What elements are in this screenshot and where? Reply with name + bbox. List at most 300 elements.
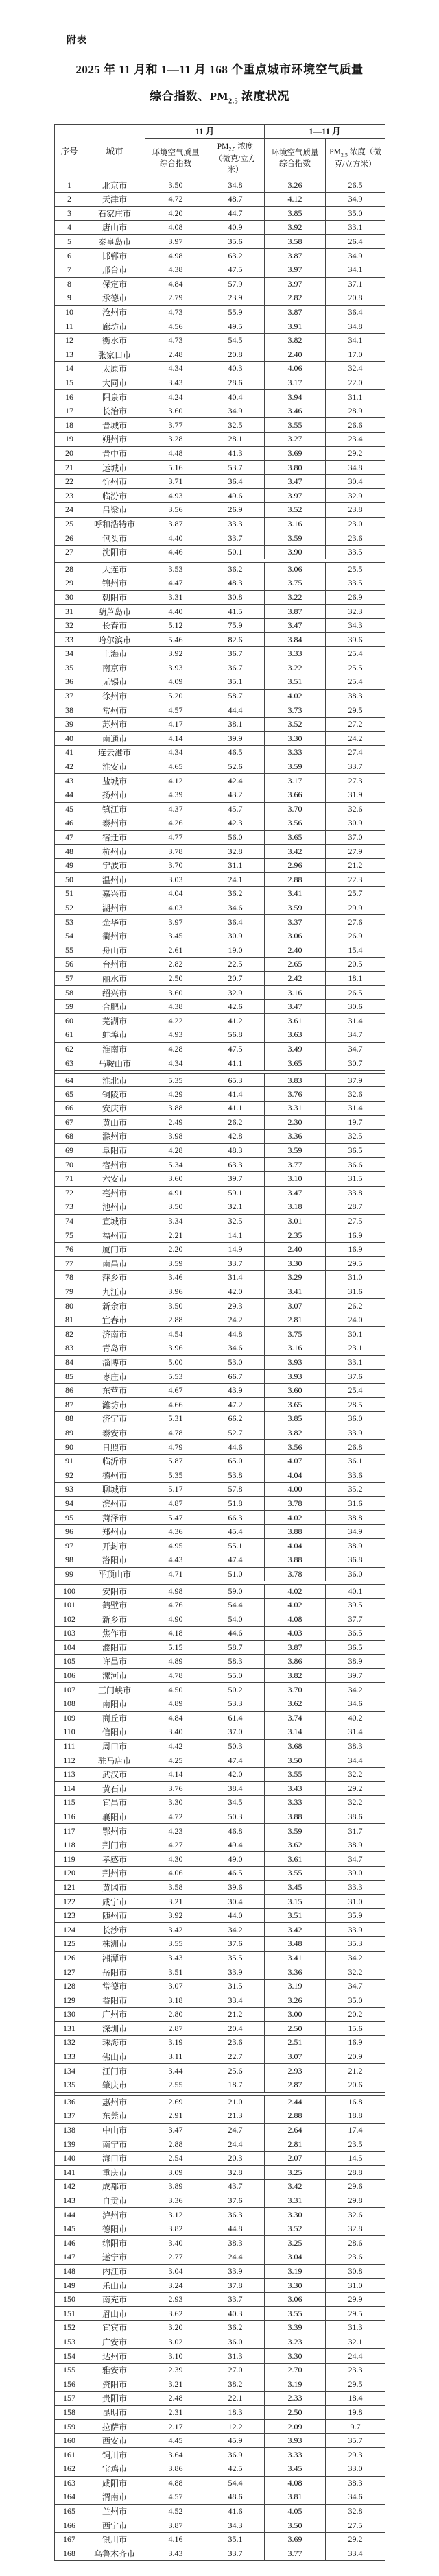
row-nov-aqi-index: 2.39: [145, 2364, 206, 2378]
row-jannov-aqi-index: 3.33: [265, 746, 326, 760]
row-jannov-pm25: 21.2: [326, 859, 385, 873]
row-nov-pm25: 39.7: [206, 1172, 265, 1187]
row-serial-number: 58: [55, 986, 84, 1000]
row-jannov-pm25: 31.1: [326, 390, 385, 404]
row-jannov-aqi-index: 3.85: [265, 1412, 326, 1426]
row-serial-number: 30: [55, 591, 84, 605]
row-jannov-aqi-index: 3.06: [265, 562, 326, 576]
row-nov-pm25: 47.5: [206, 263, 265, 278]
table-row: [55, 605, 385, 619]
row-serial-number: 9: [55, 291, 84, 306]
row-nov-aqi-index: 4.54: [145, 1327, 206, 1341]
row-city-name: 无锡市: [84, 675, 145, 690]
table-row: [55, 1043, 385, 1057]
row-jannov-pm25: 30.6: [326, 1000, 385, 1014]
row-nov-aqi-index: 3.45: [145, 929, 206, 944]
row-jannov-aqi-index: 3.45: [265, 1881, 326, 1895]
row-jannov-aqi-index: 3.17: [265, 774, 326, 788]
row-jannov-aqi-index: 3.75: [265, 1327, 326, 1341]
row-city-name: 阳泉市: [84, 390, 145, 404]
row-jannov-pm25: 34.1: [326, 263, 385, 278]
row-serial-number: 95: [55, 1511, 84, 1525]
row-city-name: 铜陵市: [84, 1087, 145, 1102]
row-city-name: 岳阳市: [84, 1965, 145, 1980]
row-city-name: 重庆市: [84, 2166, 145, 2180]
table-row: [55, 845, 385, 859]
row-nov-pm25: 34.5: [206, 1796, 265, 1810]
row-jannov-aqi-index: 3.26: [265, 1993, 326, 2008]
row-serial-number: 163: [55, 2477, 84, 2491]
row-serial-number: 39: [55, 718, 84, 732]
pm25-label: $PM_{2.5}$ 浓度（微克/立方米）: [329, 148, 381, 169]
row-serial-number: 80: [55, 1299, 84, 1313]
row-city-name: 贵阳市: [84, 2392, 145, 2406]
row-serial-number: 75: [55, 1228, 84, 1243]
row-serial-number: 10: [55, 306, 84, 320]
table-row: [55, 1909, 385, 1923]
row-jannov-aqi-index: 3.45: [265, 2462, 326, 2477]
row-jannov-aqi-index: 3.65: [265, 831, 326, 845]
table-row: [55, 2109, 385, 2124]
row-city-name: 宣城市: [84, 1215, 145, 1229]
row-serial-number: 164: [55, 2490, 84, 2505]
row-jannov-pm25: 27.3: [326, 774, 385, 788]
row-jannov-aqi-index: 3.17: [265, 376, 326, 391]
row-nov-pm25: 36.4: [206, 475, 265, 489]
row-nov-aqi-index: 4.89: [145, 1655, 206, 1669]
row-serial-number: 14: [55, 362, 84, 376]
row-serial-number: 26: [55, 531, 84, 546]
table-row: [55, 2547, 385, 2562]
row-jannov-aqi-index: 3.82: [265, 1669, 326, 1684]
table-row: [55, 1116, 385, 1130]
row-serial-number: 72: [55, 1187, 84, 1201]
row-jannov-aqi-index: 3.65: [265, 1056, 326, 1071]
row-nov-pm25: 75.9: [206, 619, 265, 633]
row-nov-aqi-index: 4.30: [145, 1852, 206, 1867]
table-row: [55, 2137, 385, 2152]
row-jannov-aqi-index: 3.59: [265, 1824, 326, 1838]
row-nov-pm25: 36.7: [206, 661, 265, 676]
row-nov-aqi-index: 5.35: [145, 1468, 206, 1483]
row-city-name: 常德市: [84, 1980, 145, 1994]
row-jannov-aqi-index: 3.01: [265, 1215, 326, 1229]
row-jannov-pm25: 38.3: [326, 690, 385, 704]
attachment-label: 附表: [67, 36, 87, 46]
row-city-name: 宜春市: [84, 1313, 145, 1328]
row-jannov-aqi-index: 3.82: [265, 334, 326, 348]
row-serial-number: 105: [55, 1655, 84, 1669]
row-jannov-aqi-index: 3.93: [265, 2434, 326, 2449]
row-nov-aqi-index: 3.60: [145, 986, 206, 1000]
table-row: [55, 562, 385, 576]
row-nov-pm25: 48.7: [206, 193, 265, 207]
row-city-name: 呼和浩特市: [84, 518, 145, 532]
row-jannov-aqi-index: 3.55: [265, 2307, 326, 2321]
row-nov-pm25: 32.5: [206, 418, 265, 433]
row-jannov-aqi-index: 3.90: [265, 546, 326, 560]
row-nov-aqi-index: 4.06: [145, 1867, 206, 1881]
row-jannov-aqi-index: 3.06: [265, 2293, 326, 2307]
row-jannov-pm25: 37.1: [326, 278, 385, 292]
row-serial-number: 63: [55, 1056, 84, 1071]
table-row: [55, 1641, 385, 1655]
row-jannov-aqi-index: 3.07: [265, 2050, 326, 2065]
row-jannov-pm25: 25.4: [326, 675, 385, 690]
row-jannov-aqi-index: 3.50: [265, 2518, 326, 2533]
row-serial-number: 168: [55, 2547, 84, 2562]
row-jannov-aqi-index: 3.70: [265, 803, 326, 817]
row-serial-number: 153: [55, 2335, 84, 2350]
row-city-name: 雅安市: [84, 2364, 145, 2378]
row-nov-aqi-index: 4.66: [145, 1398, 206, 1412]
row-jannov-aqi-index: 2.44: [265, 2095, 326, 2110]
table-row: [55, 2250, 385, 2265]
row-city-name: 蚌埠市: [84, 1028, 145, 1043]
row-nov-pm25: 23.9: [206, 291, 265, 306]
row-nov-pm25: 59.1: [206, 1187, 265, 1201]
row-nov-aqi-index: 4.23: [145, 1824, 206, 1838]
row-city-name: 海口市: [84, 2152, 145, 2166]
row-city-name: 东营市: [84, 1384, 145, 1398]
row-city-name: 秦皇岛市: [84, 235, 145, 250]
table-row: [55, 2321, 385, 2335]
row-jannov-aqi-index: 2.88: [265, 2109, 326, 2124]
table-row: [55, 1144, 385, 1158]
row-nov-aqi-index: 3.92: [145, 647, 206, 661]
table-row: [55, 1669, 385, 1684]
table-row: [55, 1271, 385, 1285]
row-jannov-aqi-index: 3.93: [265, 1370, 326, 1384]
row-jannov-pm25: 33.4: [326, 2547, 385, 2562]
row-city-name: 舟山市: [84, 943, 145, 958]
table-row: [55, 2166, 385, 2180]
row-nov-aqi-index: 2.21: [145, 1228, 206, 1243]
row-nov-pm25: 26.2: [206, 1116, 265, 1130]
row-nov-pm25: 40.4: [206, 390, 265, 404]
row-jannov-pm25: 33.1: [326, 221, 385, 235]
row-nov-aqi-index: 2.31: [145, 2406, 206, 2420]
row-city-name: 宁波市: [84, 859, 145, 873]
row-jannov-pm25: 34.7: [326, 1852, 385, 1867]
row-nov-aqi-index: 3.43: [145, 1952, 206, 1966]
row-city-name: 湖州市: [84, 901, 145, 916]
row-nov-aqi-index: 3.07: [145, 1980, 206, 1994]
row-jannov-aqi-index: 3.87: [265, 605, 326, 619]
row-nov-aqi-index: 5.34: [145, 1158, 206, 1172]
row-serial-number: 50: [55, 873, 84, 887]
row-city-name: 聊城市: [84, 1483, 145, 1497]
table-header: [54, 124, 385, 178]
row-serial-number: 140: [55, 2152, 84, 2166]
row-serial-number: 42: [55, 760, 84, 775]
table-row: [55, 1881, 385, 1895]
row-serial-number: 71: [55, 1172, 84, 1187]
table-row: [55, 193, 385, 207]
row-nov-pm25: 24.1: [206, 873, 265, 887]
table-row: [55, 489, 385, 503]
row-jannov-aqi-index: 3.68: [265, 1740, 326, 1754]
row-jannov-pm25: 37.0: [326, 831, 385, 845]
row-serial-number: 67: [55, 1116, 84, 1130]
row-nov-aqi-index: 2.50: [145, 972, 206, 986]
row-jannov-aqi-index: 3.77: [265, 2547, 326, 2562]
row-serial-number: 98: [55, 1553, 84, 1568]
row-jannov-pm25: 29.5: [326, 703, 385, 718]
row-serial-number: 166: [55, 2518, 84, 2533]
row-jannov-aqi-index: 2.88: [265, 873, 326, 887]
row-nov-pm25: 41.5: [206, 605, 265, 619]
table-row: [55, 475, 385, 489]
row-nov-aqi-index: 3.20: [145, 2321, 206, 2335]
row-jannov-aqi-index: 3.52: [265, 718, 326, 732]
row-serial-number: 162: [55, 2462, 84, 2477]
row-jannov-pm25: 33.7: [326, 760, 385, 775]
row-nov-aqi-index: 4.87: [145, 1497, 206, 1511]
row-nov-pm25: 54.5: [206, 334, 265, 348]
table-row: [55, 690, 385, 704]
row-serial-number: 156: [55, 2377, 84, 2392]
row-city-name: 衡水市: [84, 334, 145, 348]
row-nov-pm25: 31.4: [206, 1271, 265, 1285]
row-nov-aqi-index: 2.77: [145, 2250, 206, 2265]
row-city-name: 拉萨市: [84, 2420, 145, 2434]
row-jannov-pm25: 24.2: [326, 732, 385, 746]
row-city-name: 锦州市: [84, 576, 145, 591]
row-serial-number: 22: [55, 475, 84, 489]
row-nov-aqi-index: 4.40: [145, 605, 206, 619]
row-jannov-aqi-index: 3.87: [265, 1641, 326, 1655]
row-city-name: 沈阳市: [84, 546, 145, 560]
row-nov-pm25: 18.3: [206, 2406, 265, 2420]
table-row: [55, 1468, 385, 1483]
table-row: [55, 2222, 385, 2237]
row-jannov-pm25: 20.2: [326, 2008, 385, 2022]
table-row: [55, 2180, 385, 2194]
table-row: [55, 1627, 385, 1641]
row-jannov-pm25: 16.9: [326, 2036, 385, 2050]
row-city-name: 萍乡市: [84, 1271, 145, 1285]
row-serial-number: 47: [55, 831, 84, 845]
table-row: [55, 986, 385, 1000]
row-nov-pm25: 30.9: [206, 929, 265, 944]
table-row: [55, 2505, 385, 2519]
table-row: [55, 1014, 385, 1028]
row-nov-pm25: 43.9: [206, 1384, 265, 1398]
row-jannov-aqi-index: 2.07: [265, 2152, 326, 2166]
row-nov-aqi-index: 3.93: [145, 661, 206, 676]
row-jannov-pm25: 34.8: [326, 319, 385, 334]
row-nov-pm25: 34.8: [206, 178, 265, 193]
row-serial-number: 48: [55, 845, 84, 859]
row-nov-pm25: 35.1: [206, 675, 265, 690]
row-jannov-pm25: 38.3: [326, 1740, 385, 1754]
row-jannov-pm25: 38.9: [326, 1655, 385, 1669]
row-serial-number: 35: [55, 661, 84, 676]
row-serial-number: 18: [55, 418, 84, 433]
row-city-name: 忻州市: [84, 475, 145, 489]
table-row: [55, 929, 385, 944]
row-serial-number: 108: [55, 1697, 84, 1712]
row-nov-pm25: 37.8: [206, 2279, 265, 2293]
row-jannov-aqi-index: 3.16: [265, 1341, 326, 1356]
row-serial-number: 60: [55, 1014, 84, 1028]
row-nov-aqi-index: 3.98: [145, 1130, 206, 1144]
row-jannov-aqi-index: 4.08: [265, 2477, 326, 2491]
row-jannov-pm25: 28.6: [326, 2236, 385, 2250]
row-nov-pm25: 19.0: [206, 943, 265, 958]
row-city-name: 咸阳市: [84, 2477, 145, 2491]
row-nov-aqi-index: 4.34: [145, 362, 206, 376]
row-jannov-aqi-index: 3.14: [265, 1725, 326, 1740]
row-nov-pm25: 53.7: [206, 461, 265, 475]
row-jannov-pm25: 23.0: [326, 518, 385, 532]
row-jannov-pm25: 31.5: [326, 1172, 385, 1187]
row-nov-aqi-index: 3.11: [145, 2050, 206, 2065]
row-city-name: 江门市: [84, 2064, 145, 2078]
row-nov-aqi-index: 3.87: [145, 518, 206, 532]
row-jannov-pm25: 35.9: [326, 1909, 385, 1923]
row-nov-pm25: 63.2: [206, 249, 265, 263]
row-jannov-pm25: 22.0: [326, 376, 385, 391]
row-serial-number: 53: [55, 915, 84, 929]
row-serial-number: 83: [55, 1341, 84, 1356]
row-nov-pm25: 65.3: [206, 1073, 265, 1088]
table-row: [55, 2434, 385, 2449]
row-city-name: 南昌市: [84, 1257, 145, 1272]
row-nov-pm25: 57.8: [206, 1483, 265, 1497]
row-city-name: 兰州市: [84, 2505, 145, 2519]
row-city-name: 淮北市: [84, 1073, 145, 1088]
table-row: [55, 2008, 385, 2022]
table-row: [55, 2152, 385, 2166]
table-row: [55, 1257, 385, 1272]
row-jannov-pm25: 33.6: [326, 1468, 385, 1483]
row-nov-aqi-index: 4.03: [145, 901, 206, 916]
row-city-name: 朔州市: [84, 433, 145, 447]
row-serial-number: 3: [55, 207, 84, 221]
row-serial-number: 92: [55, 1468, 84, 1483]
table-row: [55, 1867, 385, 1881]
row-jannov-pm25: 33.9: [326, 1923, 385, 1937]
row-serial-number: 17: [55, 404, 84, 419]
row-city-name: 绍兴市: [84, 986, 145, 1000]
row-serial-number: 93: [55, 1483, 84, 1497]
row-jannov-pm25: 34.7: [326, 1028, 385, 1043]
row-serial-number: 122: [55, 1895, 84, 1909]
row-jannov-pm25: 14.5: [326, 2152, 385, 2166]
row-city-name: 济南市: [84, 1327, 145, 1341]
row-serial-number: 120: [55, 1867, 84, 1881]
row-city-name: 许昌市: [84, 1655, 145, 1669]
table-row: [55, 732, 385, 746]
page-title-line1: 2025 年 11 月和 1—11 月 168 个重点城市环境空气质量: [75, 63, 364, 76]
row-nov-pm25: 55.1: [206, 1539, 265, 1553]
row-jannov-pm25: 29.9: [326, 2293, 385, 2307]
row-jannov-aqi-index: 3.81: [265, 2490, 326, 2505]
row-jannov-aqi-index: 3.26: [265, 178, 326, 193]
row-jannov-pm25: 29.2: [326, 447, 385, 461]
table-row: [55, 1952, 385, 1966]
row-jannov-pm25: 25.4: [326, 647, 385, 661]
table-row: [55, 531, 385, 546]
row-city-name: 合肥市: [84, 1000, 145, 1014]
row-nov-aqi-index: 3.77: [145, 418, 206, 433]
table-row: [55, 291, 385, 306]
table-row: [55, 1852, 385, 1867]
row-serial-number: 123: [55, 1909, 84, 1923]
row-jannov-pm25: 23.3: [326, 2364, 385, 2378]
row-nov-pm25: 36.3: [206, 2208, 265, 2222]
row-jannov-aqi-index: 3.47: [265, 619, 326, 633]
row-jannov-pm25: 26.2: [326, 1299, 385, 1313]
table-row: [55, 263, 385, 278]
header-november: 11 月: [145, 125, 265, 139]
row-city-name: 漯河市: [84, 1669, 145, 1684]
row-jannov-pm25: 26.6: [326, 418, 385, 433]
row-jannov-aqi-index: 2.35: [265, 1228, 326, 1243]
row-nov-aqi-index: 3.55: [145, 1937, 206, 1952]
row-jannov-aqi-index: 3.59: [265, 901, 326, 916]
row-nov-pm25: 48.6: [206, 2490, 265, 2505]
row-jannov-pm25: 33.5: [326, 576, 385, 591]
row-jannov-pm25: 34.4: [326, 1753, 385, 1768]
row-jannov-pm25: 32.4: [326, 362, 385, 376]
row-jannov-pm25: 29.2: [326, 2533, 385, 2547]
row-city-name: 廊坊市: [84, 319, 145, 334]
row-jannov-pm25: 31.0: [326, 1895, 385, 1909]
row-jannov-aqi-index: 3.62: [265, 1838, 326, 1853]
row-jannov-pm25: 16.9: [326, 1228, 385, 1243]
row-serial-number: 2: [55, 193, 84, 207]
row-city-name: 三门峡市: [84, 1683, 145, 1697]
row-serial-number: 149: [55, 2279, 84, 2293]
row-jannov-aqi-index: 3.04: [265, 2250, 326, 2265]
table-row: [55, 2335, 385, 2350]
row-nov-pm25: 42.8: [206, 1130, 265, 1144]
row-jannov-aqi-index: 3.07: [265, 1299, 326, 1313]
row-serial-number: 158: [55, 2406, 84, 2420]
row-nov-aqi-index: 3.78: [145, 845, 206, 859]
row-jannov-aqi-index: 3.47: [265, 1000, 326, 1014]
row-nov-pm25: 52.7: [206, 1426, 265, 1441]
row-jannov-pm25: 23.6: [326, 531, 385, 546]
row-serial-number: 37: [55, 690, 84, 704]
row-serial-number: 90: [55, 1440, 84, 1455]
row-jannov-pm25: 33.0: [326, 2462, 385, 2477]
row-nov-aqi-index: 4.12: [145, 774, 206, 788]
table-row: [55, 249, 385, 263]
row-nov-pm25: 36.7: [206, 647, 265, 661]
row-nov-aqi-index: 4.91: [145, 1187, 206, 1201]
row-serial-number: 20: [55, 447, 84, 461]
row-jannov-aqi-index: 3.61: [265, 1014, 326, 1028]
row-serial-number: 65: [55, 1087, 84, 1102]
row-jannov-pm25: 26.5: [326, 178, 385, 193]
row-jannov-aqi-index: 3.69: [265, 2533, 326, 2547]
row-nov-pm25: 49.6: [206, 489, 265, 503]
row-city-name: 杭州市: [84, 845, 145, 859]
row-jannov-pm25: 20.6: [326, 2078, 385, 2093]
header-jan-to-nov: 1—11 月: [265, 125, 385, 139]
row-city-name: 新乡市: [84, 1612, 145, 1627]
row-nov-aqi-index: 4.78: [145, 1669, 206, 1684]
row-city-name: 荆门市: [84, 1838, 145, 1853]
row-serial-number: 136: [55, 2095, 84, 2110]
row-jannov-aqi-index: 3.31: [265, 2194, 326, 2209]
row-nov-pm25: 36.2: [206, 2321, 265, 2335]
row-jannov-aqi-index: 3.59: [265, 1144, 326, 1158]
